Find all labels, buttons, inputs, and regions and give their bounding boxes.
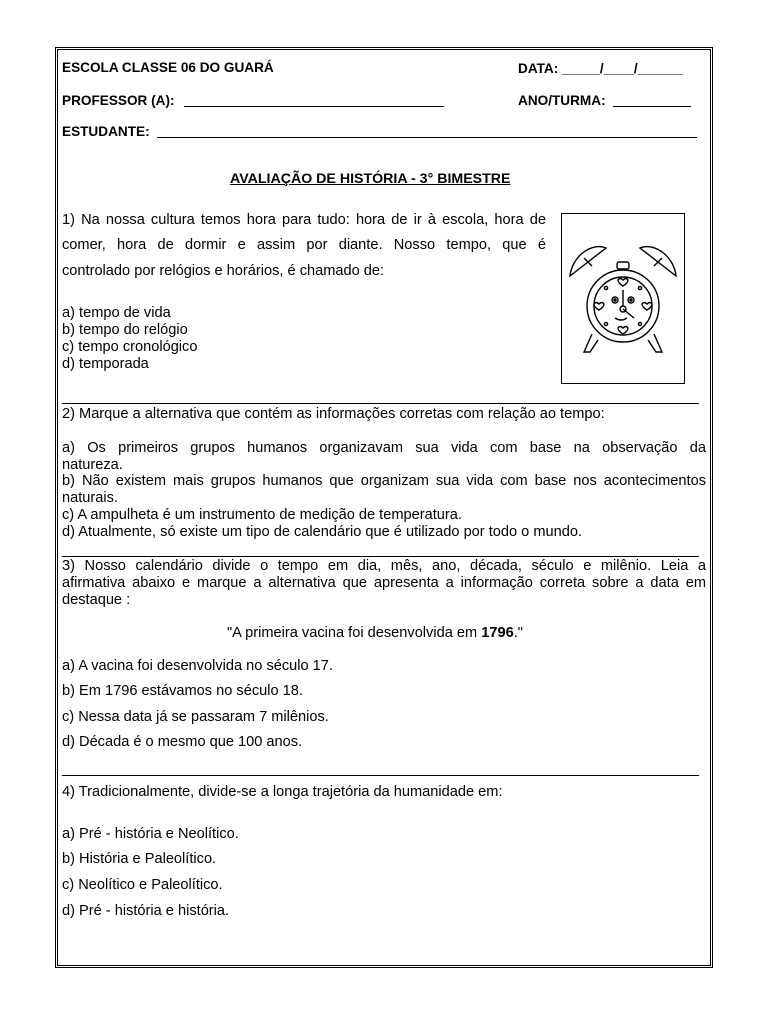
q3-option-c[interactable]: c) Nessa data já se passaram 7 milênios. (62, 709, 329, 725)
q1-option-d[interactable]: d) temporada (62, 356, 149, 372)
q4-option-a[interactable]: a) Pré - história e Neolítico. (62, 826, 239, 842)
q3-option-a[interactable]: a) A vacina foi desenvolvida no século 17. (62, 658, 333, 674)
q2-option-b-line-2[interactable]: naturais. (62, 490, 118, 506)
separator-2 (62, 556, 699, 557)
q3-quote-post: ." (513, 625, 523, 641)
teacher-label: PROFESSOR (A): (62, 93, 175, 108)
q1-line-2: comer, hora de dormir e assim por diante. Nosso tempo, que é (62, 237, 546, 253)
q2-option-a-line-1[interactable]: a) Os primeiros grupos humanos organizavam sua vida com base na observação da (62, 440, 706, 456)
separator-1 (62, 403, 699, 404)
school-name: ESCOLA CLASSE 06 DO GUARÁ (62, 60, 274, 75)
class-blank-line[interactable] (613, 106, 691, 107)
q3-quote-year: 1796 (481, 625, 514, 641)
q2-option-a-line-2[interactable]: natureza. (62, 457, 123, 473)
q2-option-c[interactable]: c) A ampulheta é um instrumento de medição de temperatura. (62, 507, 462, 523)
student-label: ESTUDANTE: (62, 124, 150, 139)
q1-line-3: controlado por relógios e horários, é chamado de: (62, 263, 385, 279)
q1-option-a[interactable]: a) tempo de vida (62, 305, 171, 321)
q2-option-b-line-1[interactable]: b) Não existem mais grupos humanos que organizam sua vida com base nos acontecimentos (62, 473, 706, 489)
alarm-clock-icon (562, 214, 684, 383)
q3-line-1: 3) Nosso calendário divide o tempo em dia, mês, ano, década, século e milênio. Leia a (62, 558, 706, 574)
q3-line-3: destaque : (62, 592, 131, 608)
q2-stem: 2) Marque a alternativa que contém as informações corretas com relação ao tempo: (62, 406, 605, 422)
date-field-label: DATA: _____/____/______ (518, 61, 683, 76)
teacher-blank-line[interactable] (184, 106, 444, 107)
q3-quote-pre: "A primeira vacina foi desenvolvida em (227, 625, 482, 641)
q4-option-b[interactable]: b) História e Paleolítico. (62, 851, 217, 867)
q4-option-d[interactable]: d) Pré - história e história. (62, 903, 230, 919)
q1-line-1: 1) Na nossa cultura temos hora para tudo: hora de ir à escola, hora de (62, 212, 546, 228)
clock-illustration (561, 213, 685, 384)
q1-option-c[interactable]: c) tempo cronológico (62, 339, 198, 355)
separator-3 (62, 775, 699, 776)
q4-stem: 4) Tradicionalmente, divide-se a longa trajetória da humanidade em: (62, 784, 503, 800)
q3-option-b[interactable]: b) Em 1796 estávamos no século 18. (62, 683, 303, 699)
q3-line-2: afirmativa abaixo e marque a alternativa que apresenta a informação correta sobre a data em (62, 575, 706, 591)
q3-quote (227, 625, 523, 642)
q3-option-d[interactable]: d) Década é o mesmo que 100 anos. (62, 734, 303, 750)
exam-title: AVALIAÇÃO DE HISTÓRIA - 3° BIMESTRE (230, 171, 511, 187)
class-label: ANO/TURMA: (518, 93, 606, 108)
q1-option-b[interactable]: b) tempo do relógio (62, 322, 188, 338)
student-blank-line[interactable] (157, 137, 697, 138)
q2-option-d[interactable]: d) Atualmente, só existe um tipo de calendário que é utilizado por todo o mundo. (62, 524, 583, 540)
q4-option-c[interactable]: c) Neolítico e Paleolítico. (62, 877, 223, 893)
